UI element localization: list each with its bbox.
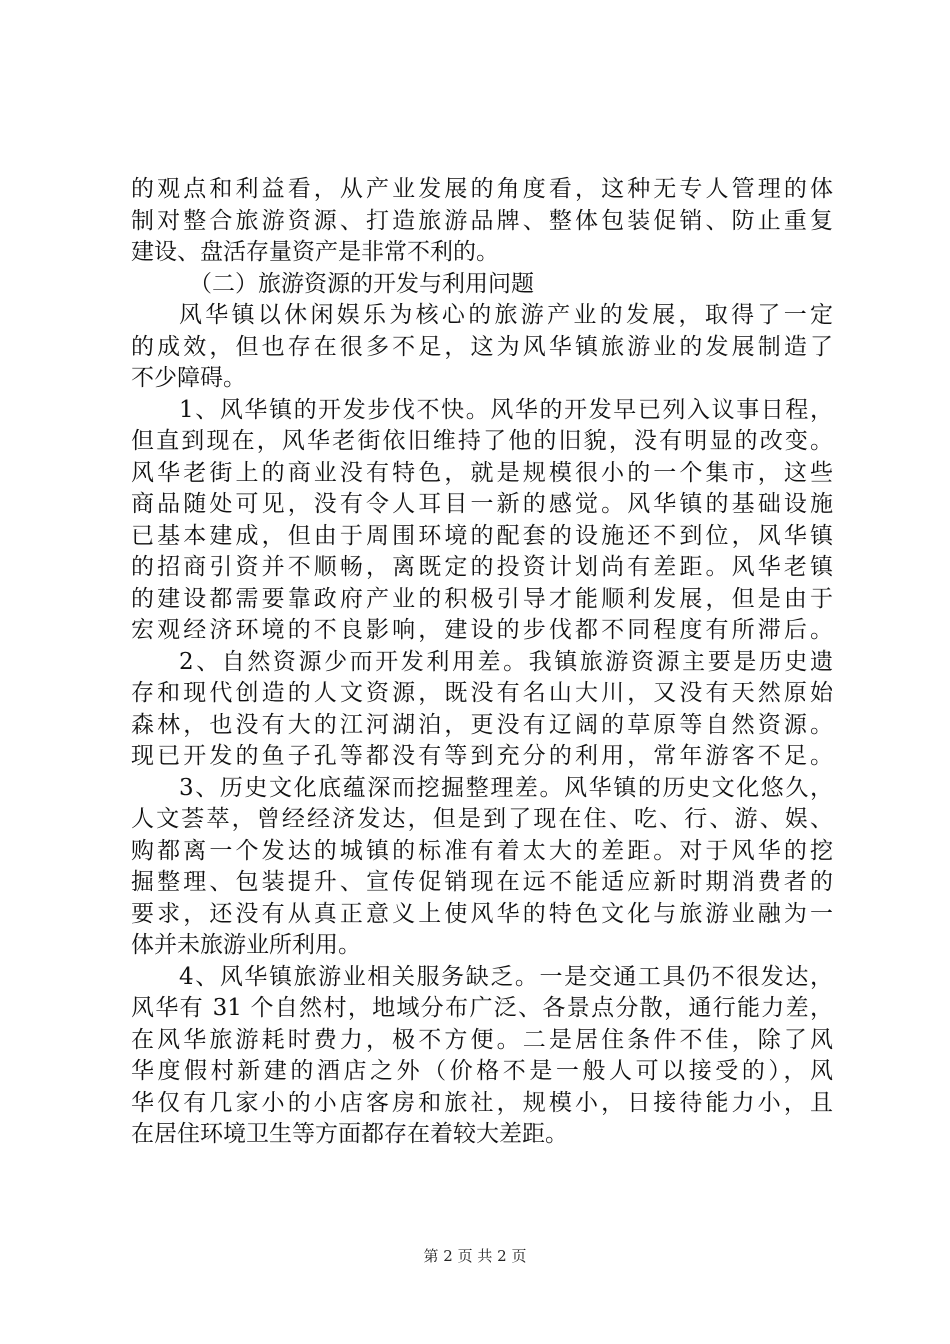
text-line: 在风华旅游耗时费力，极不方便。二是居住条件不佳，除了风 (131, 1026, 833, 1053)
page-number: 第 2 页 共 2 页 (423, 1247, 527, 1265)
text-line: 要求，还没有从真正意义上使风华的特色文化与旅游业融为一 (131, 900, 833, 927)
text-line: 不少障碍。 (131, 365, 246, 391)
text-line: 现已开发的鱼子孔等都没有等到充分的利用，常年游客不足。 (131, 743, 833, 769)
text-line: 1、风华镇的开发步伐不快。风华的开发早已列入议事日程， (179, 396, 833, 423)
text-line: 华度假村新建的酒店之外（价格不是一般人可以接受的），风 (131, 1058, 833, 1084)
text-line: 人文荟萃，曾经经济发达，但是到了现在住、吃、行、游、娱、 (131, 806, 833, 832)
text-line: 存和现代创造的人文资源，既没有名山大川，又没有天然原始 (131, 680, 833, 706)
paragraph (131, 300, 833, 395)
text-line: 风华有 31 个自然村，地域分布广泛、各景点分散，通行能力差， (131, 995, 833, 1021)
paragraph (131, 647, 833, 773)
text-line: 但直到现在，风华老街依旧维持了他的旧貌，没有明显的改变。 (131, 428, 833, 454)
section-heading (131, 269, 833, 301)
paragraph (131, 773, 833, 962)
text-line: 已基本建成，但由于周围环境的配套的设施还不到位，风华镇 (131, 522, 833, 549)
page-footer (0, 1245, 950, 1266)
text-line: 的观点和利益看，从产业发展的角度看，这种无专人管理的体 (131, 176, 833, 202)
text-line: 3、历史文化底蕴深而挖掘整理差。风华镇的历史文化悠久， (179, 774, 833, 801)
text-line: 4、风华镇旅游业相关服务缺乏。一是交通工具仍不很发达， (179, 963, 833, 990)
text-line: 森林，也没有大的江河湖泊，更没有辽阔的草原等自然资源。 (131, 711, 833, 738)
paragraph (131, 962, 833, 1151)
text-line: 商品随处可见，没有令人耳目一新的感觉。风华镇的基础设施 (131, 491, 833, 517)
text-line: 购都离一个发达的城镇的标准有着太大的差距。对于风华的挖 (131, 837, 833, 864)
text-line: 在居住环境卫生等方面都存在着较大差距。 (131, 1121, 568, 1147)
text-line: 制对整合旅游资源、打造旅游品牌、整体包装促销、防止重复 (131, 207, 833, 234)
text-line: 2、自然资源少而开发利用差。我镇旅游资源主要是历史遗 (179, 648, 833, 675)
text-line: 体并未旅游业所利用。 (131, 932, 361, 958)
text-line: 的建设都需要靠政府产业的积极引导才能顺利发展，但是由于 (131, 585, 833, 612)
text-line: 风华老街上的商业没有特色，就是规模很小的一个集市，这些 (131, 459, 833, 486)
text-line: 掘整理、包装提升、宣传促销现在远不能适应新时期消费者的 (131, 869, 833, 895)
text-line: 风华镇以休闲娱乐为核心的旅游产业的发展，取得了一定 (179, 302, 833, 328)
text-line: 的招商引资并不顺畅，离既定的投资计划尚有差距。风华老镇 (131, 554, 833, 580)
heading-line: （二）旅游资源的开发与利用问题 (189, 270, 534, 297)
text-line: 华仅有几家小的小店客房和旅社，规模小，日接待能力小，且 (131, 1089, 833, 1116)
document-body (131, 174, 833, 1151)
paragraph (131, 395, 833, 647)
paragraph (131, 174, 833, 269)
text-line: 建设、盘活存量资产是非常不利的。 (131, 239, 499, 265)
text-line: 宏观经济环境的不良影响，建设的步伐都不同程度有所滞后。 (131, 617, 833, 643)
text-line: 的成效，但也存在很多不足，这为风华镇旅游业的发展制造了 (131, 333, 833, 360)
